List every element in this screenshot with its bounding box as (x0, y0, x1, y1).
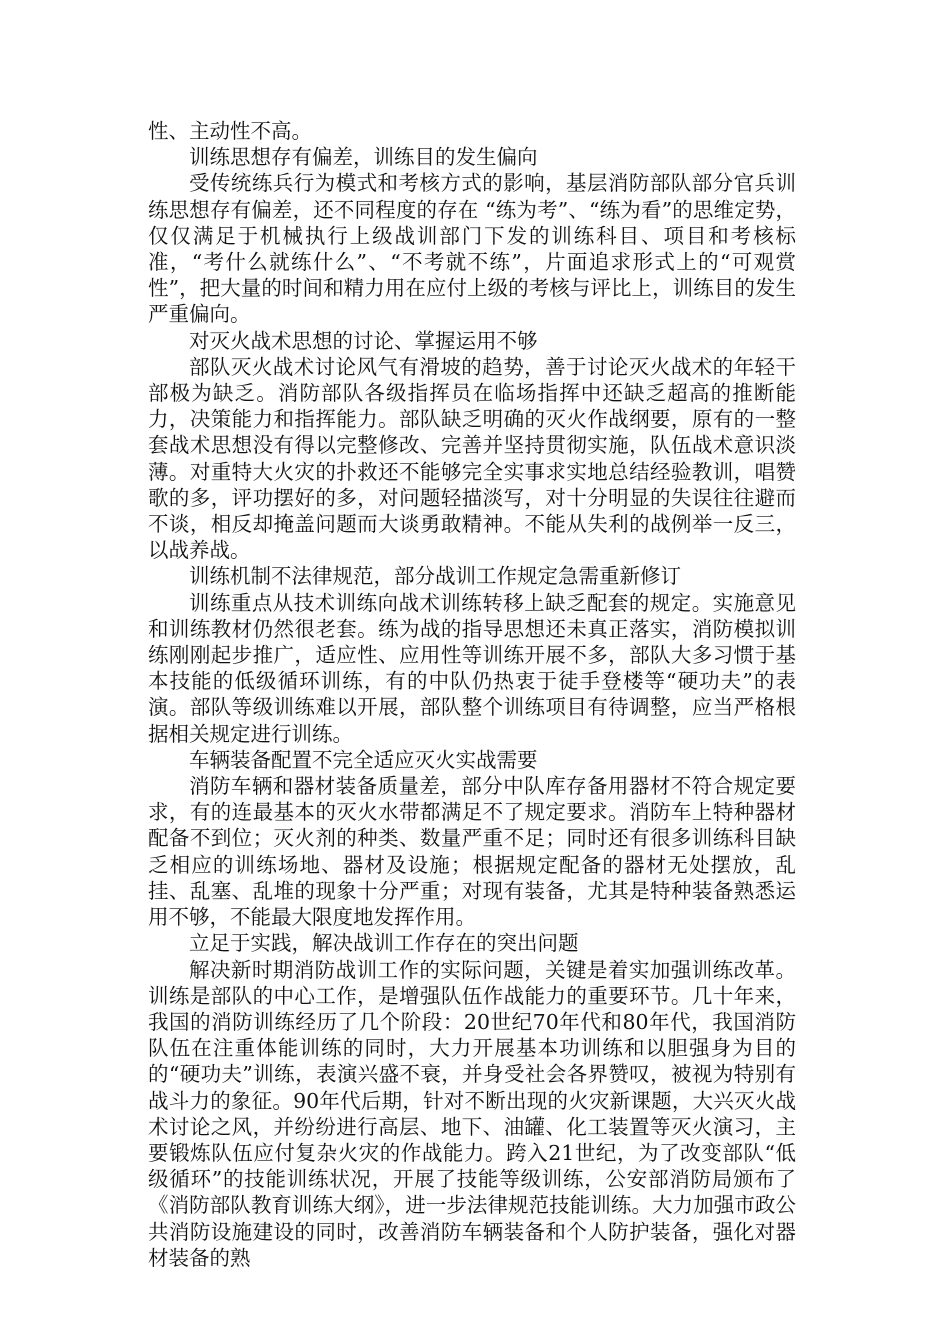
section-heading-equipment: 车辆装备配置不完全适应灭火实战需要 (189, 747, 538, 772)
paragraph-equipment: 消防车辆和器材装备质量差，部分中队库存备用器材不符合规定要求，有的连最基本的灭火水带都满足不了规定要求。消防车上特种器材配备不到位；灭火剂的种类、数量严重不足；同时还有很多训练科目缺乏相应的训练场地、器材及设施；根据规定配备的器材无处摆放，乱挂、乱塞、乱堆的现象十分严重；对现有装备，尤其是特种装备熟悉运用不够，不能最大限度地发挥作用。 (148, 774, 796, 930)
section-heading-tactics: 对灭火战术思想的讨论、掌握运用不够 (189, 328, 538, 353)
section-heading-mechanism: 训练机制不法律规范，部分战训工作规定急需重新修订 (189, 564, 681, 589)
paragraph-mechanism: 训练重点从技术训练向战术训练转移上缺乏配套的规定。实施意见和训练教材仍然很老套。练为战的指导思想还未真正落实，消防模拟训练刚刚起步推广，适应性、应用性等训练开展不多，部队大多习惯于基本技能的低级循环训练，有的中队仍热衷于徒手登楼等“硬功夫”的表演。部队等级训练难以开展，部队整个训练项目有待调整，应当严格根据相关规定进行训练。 (148, 590, 796, 746)
section-heading-training-thinking: 训练思想存有偏差，训练目的发生偏向 (189, 145, 538, 170)
document-page (148, 118, 796, 1271)
paragraph-continuation: 性、主动性不高。 (148, 119, 312, 143)
section-heading-practice: 立足于实践，解决战训工作存在的突出问题 (189, 931, 579, 956)
paragraph-practice: 解决新时期消防战训工作的实际问题，关键是着实加强训练改革。训练是部队的中心工作，是增强队伍作战能力的重要环节。几十年来，我国的消防训练经历了几个阶段：20世纪70年代和80年代，我国消防队伍在注重体能训练的同时，大力开展基本功训练和以胆强身为目的的“硬功夫”训练，表演兴盛不衰，并身受社会各界赞叹，被视为特别有战斗力的象征。90年代后期，针对不断出现的火灾新课题，大兴灭火战术讨论之风，并纷纷进行高层、地下、油罐、化工装置等灭火演习，主要锻炼队伍应付复杂火灾的作战能力。跨入21世纪，为了改变部队“低级循环”的技能训练状况，开展了技能等级训练，公安部消防局颁布了《消防部队教育训练大纲》，进一步法律规范技能训练。大力加强市政公共消防设施建设的同时，改善消防车辆装备和个人防护装备，强化对器材装备的熟 (148, 957, 796, 1270)
paragraph-tactics: 部队灭火战术讨论风气有滑坡的趋势，善于讨论灭火战术的年轻干部极为缺乏。消防部队各级指挥员在临场指挥中还缺乏超高的推断能力，决策能力和指挥能力。部队缺乏明确的灭火作战纲要，原有的一整套战术思想没有得以完整修改、完善并坚持贯彻实施，队伍战术意识淡薄。对重特大火灾的扑救还不能够完全实事求实地总结经验教训，唱赞歌的多，评功摆好的多，对问题轻描淡写，对十分明显的失误往往避而不谈，相反却掩盖问题而大谈勇敢精神。不能从失利的战例举一反三，以战养战。 (148, 354, 796, 563)
paragraph-training-thinking: 受传统练兵行为模式和考核方式的影响，基层消防部队部分官兵训练思想存有偏差，还不同程度的存在 “练为考”、“练为看”的思维定势，仅仅满足于机械执行上级战训部门下发的训练科目、项目和考核标准，“考什么就练什么”、“不考就不练”，片面追求形式上的“可观赏性”，把大量的时间和精力用在应付上级的考核与评比上，训练目的发生严重偏向。 (148, 171, 796, 327)
